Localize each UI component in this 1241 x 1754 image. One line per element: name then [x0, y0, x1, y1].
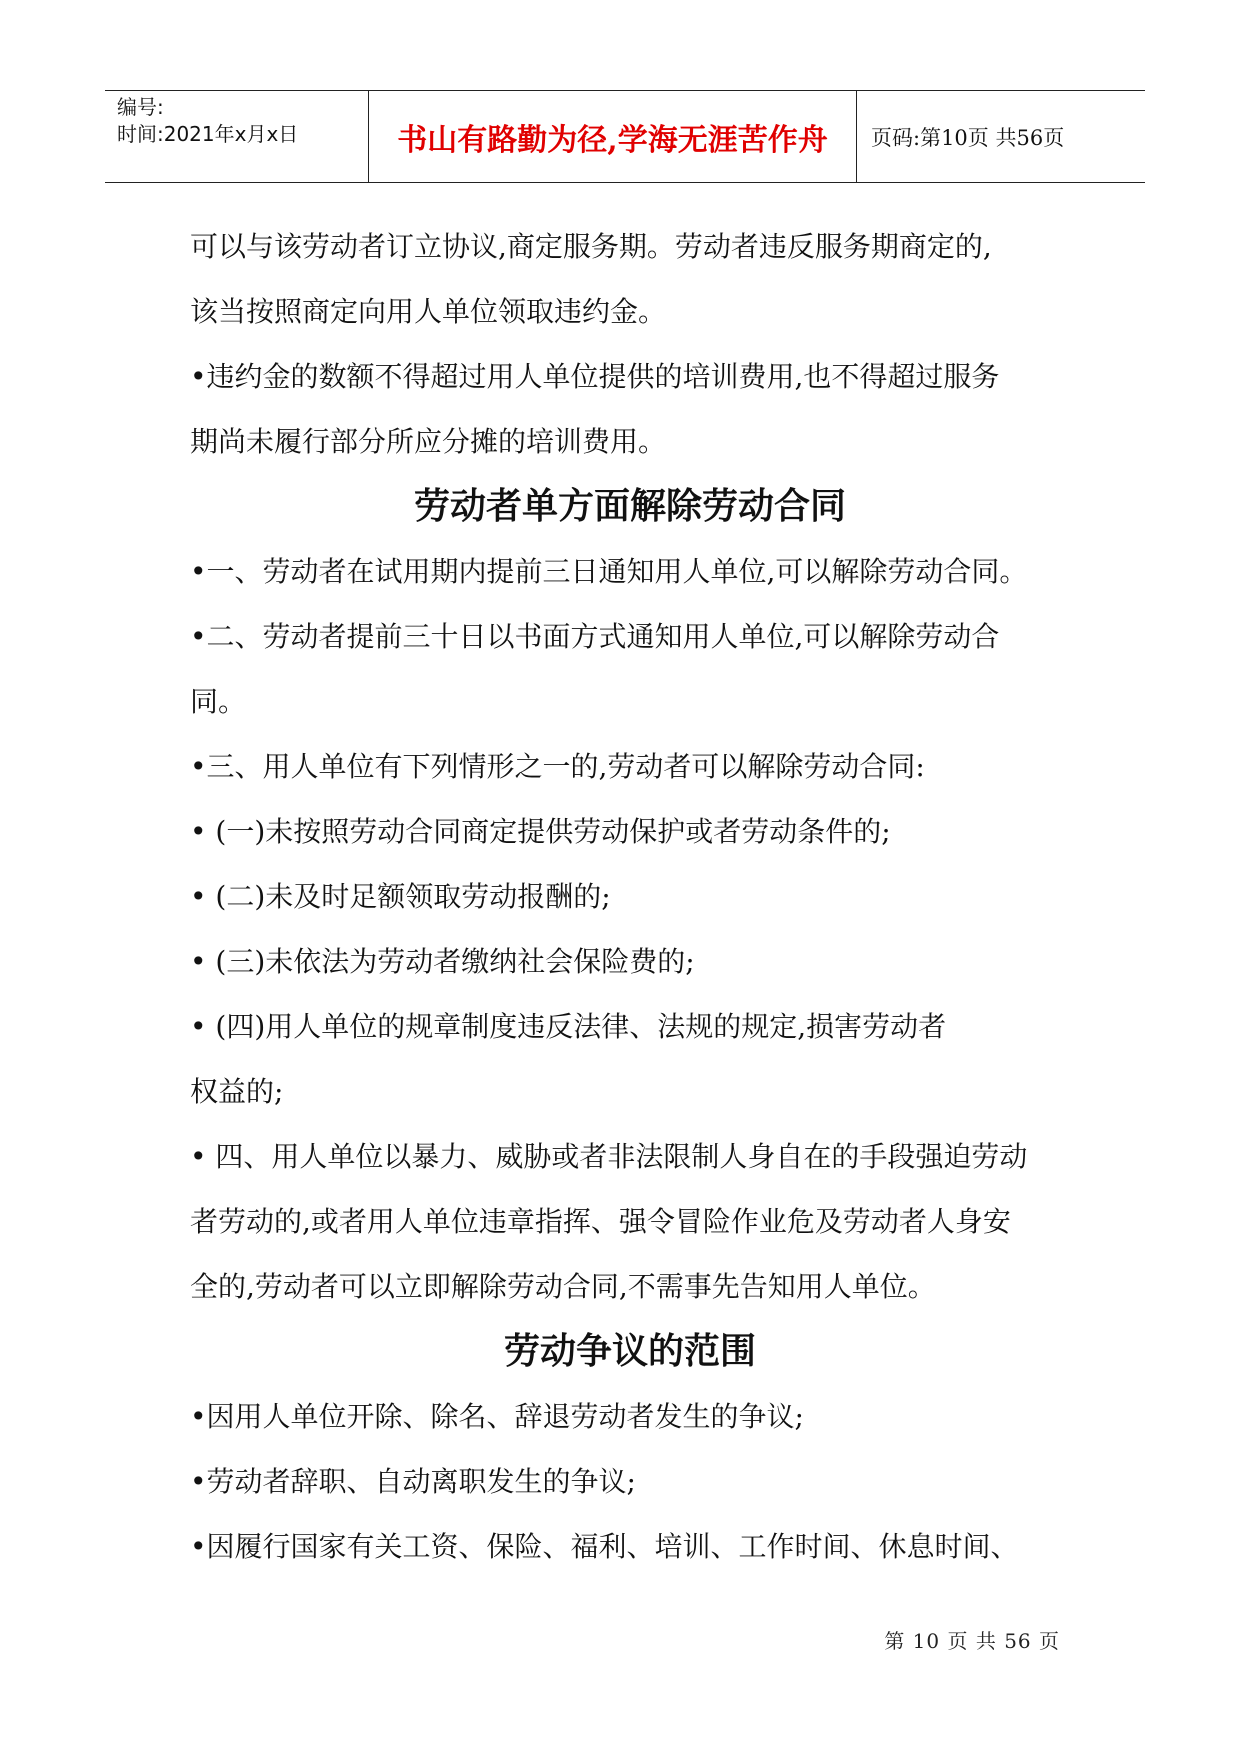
section1-line: • 四、用人单位以暴力、威胁或者非法限制人身自在的手段强迫劳动: [190, 1140, 1028, 1173]
section1-line: • (四)用人单位的规章制度违反法律、法规的规定,损害劳动者: [190, 1010, 947, 1043]
section-heading-dispute-scope: 劳动争议的范围: [503, 1330, 756, 1372]
section1-line: •三、用人单位有下列情形之一的,劳动者可以解除劳动合同:: [190, 750, 925, 783]
header-code-label: 编号:: [117, 95, 164, 119]
body-line: 可以与该劳动者订立协议,商定服务期。劳动者违反服务期商定的,: [190, 230, 992, 263]
header-time-label: 时间:2021年x月x日: [117, 122, 299, 146]
section1-line: 全的,劳动者可以立即解除劳动合同,不需事先告知用人单位。: [190, 1270, 936, 1303]
page-footer-number: 第 10 页 共 56 页: [884, 1629, 1060, 1653]
section2-line: •因履行国家有关工资、保险、福利、培训、工作时间、休息时间、: [190, 1530, 1019, 1563]
section2-line: •因用人单位开除、除名、辞退劳动者发生的争议;: [190, 1400, 804, 1433]
section1-line: •一、劳动者在试用期内提前三日通知用人单位,可以解除劳动合同。: [190, 555, 1028, 588]
section2-line: •劳动者辞职、自动离职发生的争议;: [190, 1465, 636, 1498]
body-line: •违约金的数额不得超过用人单位提供的培训费用,也不得超过服务: [190, 360, 1000, 393]
header-motto: 书山有路勤为径,学海无涯苦作舟: [369, 91, 857, 182]
header-page-info: 页码:第10页 共56页: [871, 125, 1065, 150]
section1-line: 同。: [190, 685, 247, 718]
section1-line: 权益的;: [190, 1075, 284, 1108]
section1-line: • (三)未依法为劳动者缴纳社会保险费的;: [190, 945, 695, 978]
body-line: 期尚未履行部分所应分摊的培训费用。: [190, 425, 667, 458]
section1-line: • (一)未按照劳动合同商定提供劳动保护或者劳动条件的;: [190, 815, 891, 848]
section1-line: •二、劳动者提前三十日以书面方式通知用人单位,可以解除劳动合: [190, 620, 1000, 653]
body-line: 该当按照商定向用人单位领取违约金。: [190, 295, 667, 328]
header-meta: [105, 91, 369, 182]
section1-line: 者劳动的,或者用人单位违章指挥、强令冒险作业危及劳动者人身安: [190, 1205, 1011, 1238]
page-header: [105, 90, 1145, 183]
document-body: [190, 214, 1070, 1579]
section-heading-unilateral-termination: 劳动者单方面解除劳动合同: [413, 485, 846, 527]
section1-line: • (二)未及时足额领取劳动报酬的;: [190, 880, 611, 913]
